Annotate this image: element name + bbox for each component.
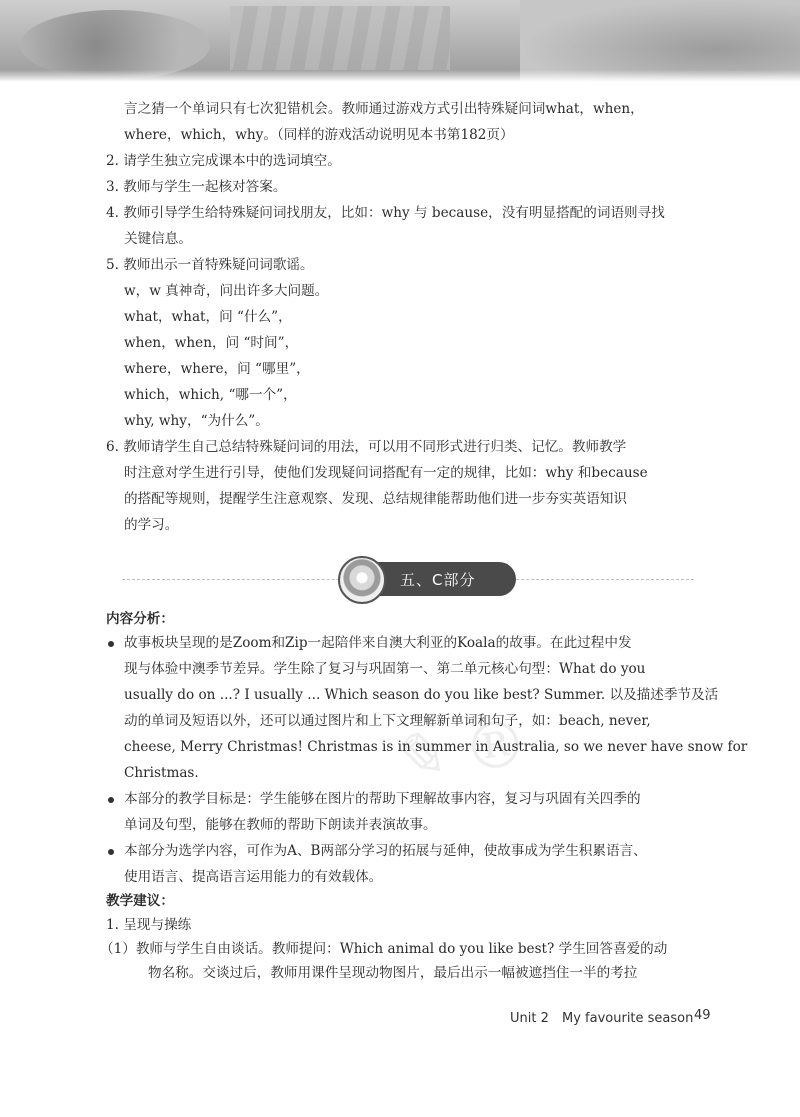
analysis-line: 本部分的教学目标是：学生能够在图片的帮助下理解故事内容，复习与巩固有关四季的 (124, 791, 641, 807)
suggestion-item: 1. 呈现与操练 (106, 917, 192, 933)
analysis-line: 本部分为选学内容，可作为A、B两部分学习的拓展与延伸，使故事成为学生积累语言、 (124, 843, 647, 859)
analysis-line: 故事板块呈现的是Zoom和Zip一起陪伴来自澳大利亚的Koala的故事。在此过程中发 (124, 635, 632, 651)
bullet-dot (108, 641, 114, 647)
banner-fade (0, 70, 800, 82)
step-2: 2. 请学生独立完成课本中的选词填空。 (106, 153, 341, 169)
page-number: 49 (694, 1008, 711, 1023)
chant-line: why, why，“为什么”。 (124, 413, 269, 429)
step-4-cont: 关键信息。 (124, 231, 192, 247)
analysis-line: 使用语言、提高语言运用能力的有效载体。 (124, 869, 383, 885)
header-banner (0, 0, 800, 82)
footer-title: My favourite season (562, 1011, 694, 1026)
suggestion-sub: （1）教师与学生自由谈话。教师提问：Which animal do you like best? 学生回答喜爱的动 (100, 941, 668, 957)
analysis-line: 现与体验中澳季节差异。学生除了复习与巩固第一、第二单元核心句型：What do you (124, 661, 646, 677)
step-4: 4. 教师引导学生给特殊疑问词找朋友，比如：why 与 because，没有明显搭配的词语则寻找 (106, 205, 665, 221)
chant-line: which，which, “哪一个”， (124, 387, 297, 403)
analysis-line: cheese, Merry Christmas! Christmas is in summer in Australia, so we never have snow for (124, 739, 748, 755)
step-6-cont: 的学习。 (124, 517, 179, 533)
analysis-line: 单词及句型，能够在教师的帮助下朗读并表演故事。 (124, 817, 437, 833)
analysis-line: Christmas. (124, 765, 199, 781)
step-3: 3. 教师与学生一起核对答案。 (106, 179, 287, 195)
banner-decoration-middle (230, 6, 450, 70)
step-6: 6. 教师请学生自己总结特殊疑问词的用法，可以用不同形式进行归类、记忆。教师教学 (106, 439, 627, 455)
suggestions-heading: 教学建议： (106, 893, 174, 909)
step-6-cont: 时注意对学生进行引导，使他们发现疑问词搭配有一定的规律，比如：why 和because (124, 465, 648, 481)
bullet-dot (108, 797, 114, 803)
paragraph-line: where，which，why。（同样的游戏活动说明见本书第182页） (124, 127, 514, 143)
footer-unit: Unit 2 (510, 1011, 549, 1026)
analysis-heading: 内容分析： (106, 611, 174, 627)
section-title: 五、C部分 (400, 571, 476, 589)
analysis-line: 动的单词及短语以外，还可以通过图片和上下文理解新单词和句子，如：beach, never, (124, 713, 651, 729)
chant-line: where，where，问 “哪里”， (124, 361, 310, 377)
bullet-dot (108, 849, 114, 855)
step-6-cont: 的搭配等规则，提醒学生注意观察、发现、总结规律能帮助他们进一步夯实英语知识 (124, 491, 627, 507)
chant-line: when，when，问 “时间”， (124, 335, 299, 351)
paragraph-line: 言之猜一个单词只有七次犯错机会。教师通过游戏方式引出特殊疑问词what，when， (124, 101, 644, 117)
chant-line: w，w 真神奇，问出许多大问题。 (124, 283, 329, 299)
analysis-line: usually do on ...? I usually ... Which season do you like best? Summer. 以及描述季节及活 (124, 687, 719, 703)
step-5: 5. 教师出示一首特殊疑问词歌谣。 (106, 257, 314, 273)
watermark: ✎ ® (385, 705, 533, 799)
suggestion-sub-cont: 物名称。交谈过后，教师用课件呈现动物图片，最后出示一幅被遮挡住一半的考拉 (148, 965, 638, 981)
section-badge (340, 562, 516, 596)
cd-icon (338, 556, 386, 604)
chant-line: what，what，问 “什么”， (124, 309, 292, 325)
